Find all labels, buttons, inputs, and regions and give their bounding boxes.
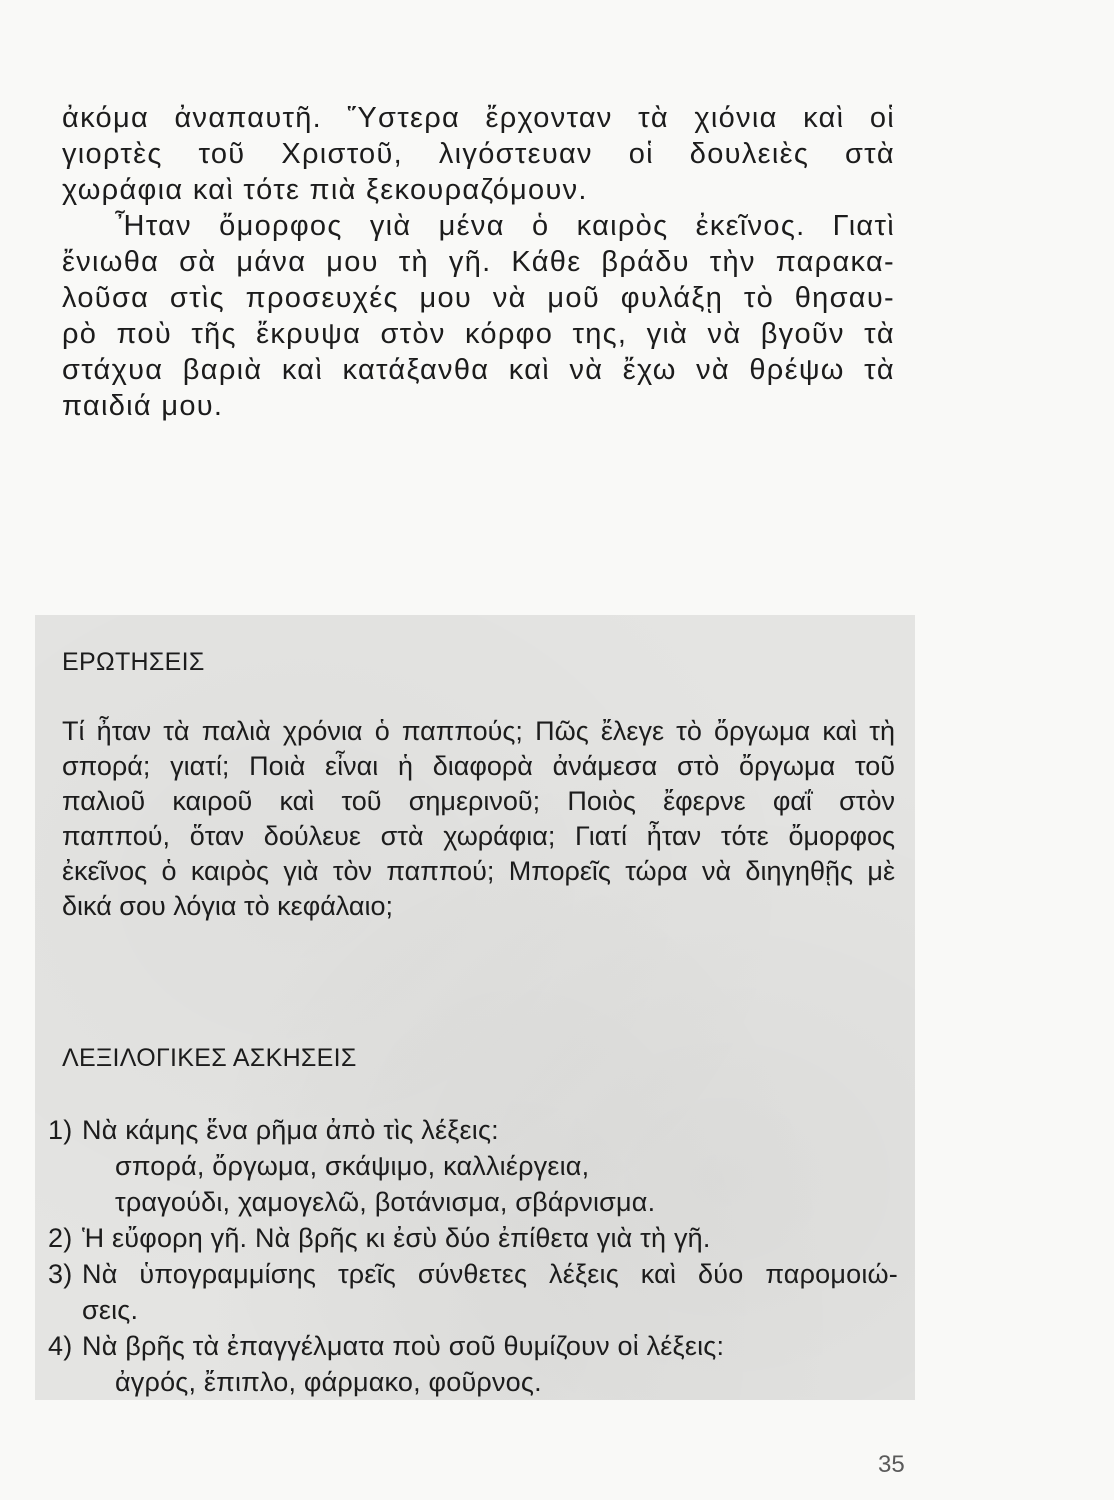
- passage-line: Ἦταν ὄμορφος γιὰ μένα ὁ καιρὸς ἐκεῖνος. Γιατὶ: [115, 210, 895, 242]
- question-line: παππού, ὅταν δούλευε στὰ χωράφια; Γιατί ἦταν τότε ὄμορφος: [62, 821, 895, 851]
- question-line: σπορά; γιατί; Ποιὰ εἶναι ἡ διαφορὰ ἀνάμεσα στὸ ὄργωμα τοῦ: [62, 751, 895, 781]
- passage-line: στάχυα βαριὰ καὶ κατάξανθα καὶ νὰ ἔχω νὰ θρέψω τὰ: [62, 354, 895, 386]
- page-number: 35: [878, 1451, 905, 1478]
- vocabulary-exercises-list: [48, 1112, 898, 1400]
- exercise-word-list: τραγούδι, χαμογελῶ, βοτάνισμα, σβάρνισμα.: [115, 1187, 656, 1217]
- questions-paragraph: [62, 714, 895, 924]
- question-line: Τί ἦταν τὰ παλιὰ χρόνια ὁ παππούς; Πῶς ἔλεγε τὸ ὄργωμα καὶ τὴ: [62, 716, 895, 746]
- exercise-line: σεις.: [82, 1295, 139, 1325]
- exercise-item: [48, 1256, 898, 1328]
- passage-line: ἔνιωθα σὰ μάνα μου τὴ γῆ. Κάθε βράδυ τὴν παρακα-: [62, 246, 895, 278]
- passage-line: παιδιά μου.: [62, 390, 224, 422]
- exercise-number: 1): [48, 1115, 73, 1145]
- exercise-word-list: σπορά, ὄργωμα, σκάψιμο, καλλιέργεια,: [115, 1151, 590, 1181]
- question-line: παλιοῦ καιροῦ καὶ τοῦ σημερινοῦ; Ποιὸς ἔφερνε φαΐ στὸν: [62, 786, 895, 816]
- question-line: ἐκεῖνος ὁ καιρὸς γιὰ τὸν παππού; Μπορεῖς τώρα νὰ διηγηθῇς μὲ: [62, 856, 895, 886]
- exercise-item: [48, 1328, 898, 1400]
- exercise-item: [48, 1112, 898, 1220]
- exercise-number: 4): [48, 1331, 73, 1361]
- passage-line: λοῦσα στὶς προσευχές μου νὰ μοῦ φυλάξῃ τὸ θησαυ-: [62, 282, 895, 314]
- story-passage: [62, 100, 895, 424]
- exercise-number: 3): [48, 1259, 73, 1289]
- passage-line: χωράφια καὶ τότε πιὰ ξεκουραζόμουν.: [62, 174, 588, 206]
- exercise-line: Νὰ κάμης ἕνα ρῆμα ἀπὸ τὶς λέξεις:: [82, 1115, 499, 1145]
- exercise-item: [48, 1220, 898, 1256]
- questions-heading: ΕΡΩΤΗΣΕΙΣ: [62, 648, 205, 676]
- exercise-line: Νὰ ὑπογραμμίσης τρεῖς σύνθετες λέξεις καὶ δύο παρομοιώ-: [82, 1259, 898, 1289]
- passage-line: ρὸ ποὺ τῆς ἔκρυψα στὸν κόρφο της, γιὰ νὰ βγοῦν τὰ: [62, 318, 895, 350]
- exercise-word-list: ἀγρός, ἔπιπλο, φάρμακο, φοῦρνος.: [115, 1367, 542, 1397]
- passage-line: ἀκόμα ἀναπαυτῆ. Ὕστερα ἔρχονταν τὰ χιόνια καὶ οἱ: [62, 102, 895, 134]
- exercise-number: 2): [48, 1223, 73, 1253]
- vocabulary-exercises-heading: ΛΕΞΙΛΟΓΙΚΕΣ ΑΣΚΗΣΕΙΣ: [62, 1044, 357, 1072]
- passage-line: γιορτὲς τοῦ Χριστοῦ, λιγόστευαν οἱ δουλειὲς στὰ: [62, 138, 895, 170]
- exercise-line: Ἡ εὔφορη γῆ. Νὰ βρῆς κι ἐσὺ δύο ἐπίθετα γιὰ τὴ γῆ.: [82, 1223, 711, 1253]
- question-line: δικά σου λόγια τὸ κεφάλαιο;: [62, 891, 394, 921]
- exercise-line: Νὰ βρῆς τὰ ἐπαγγέλματα ποὺ σοῦ θυμίζουν οἱ λέξεις:: [82, 1331, 725, 1361]
